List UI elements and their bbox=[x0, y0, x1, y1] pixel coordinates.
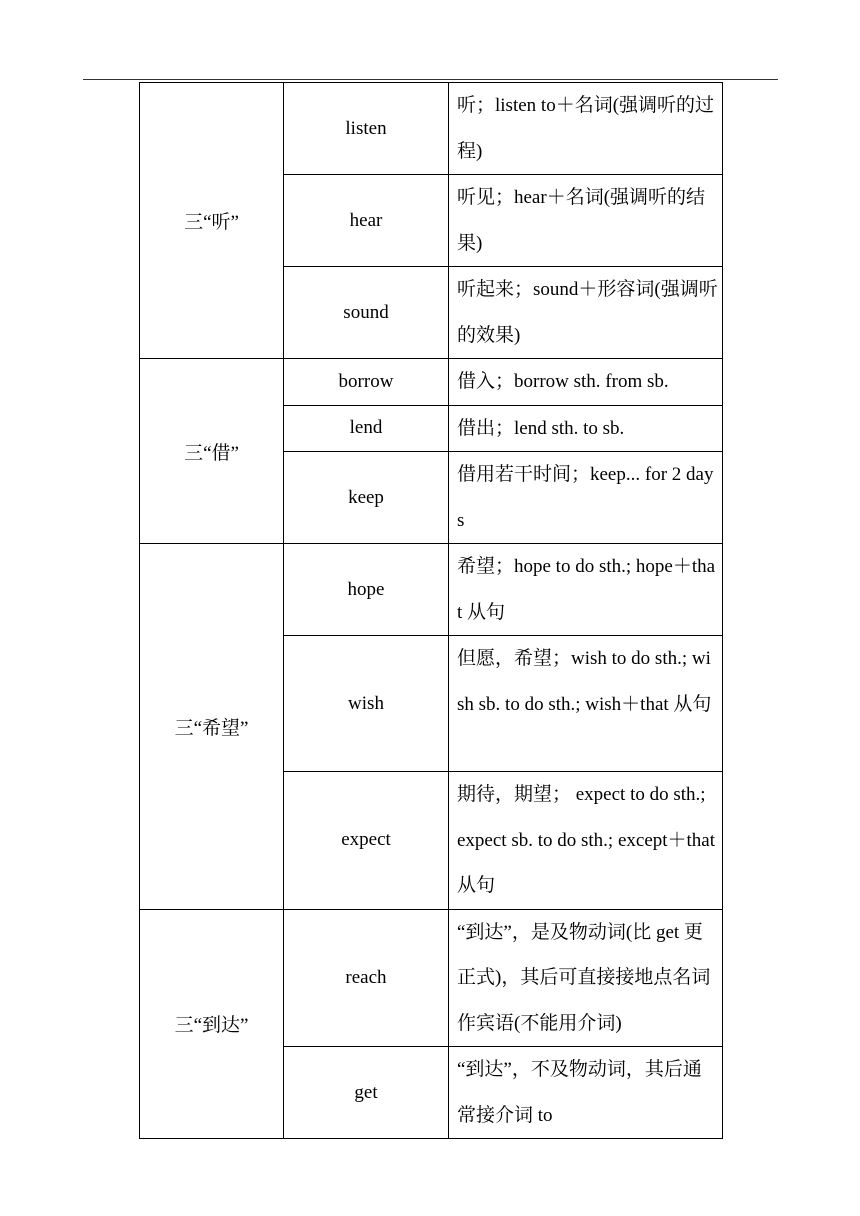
definition-cell: 听起来；sound＋形容词(强调听的效果) bbox=[449, 267, 723, 359]
group-label: 三“到达” bbox=[140, 909, 284, 1139]
definition-cell: 但愿，希望；wish to do sth.; wish sb. to do sth.; wish＋that 从句 bbox=[449, 636, 723, 772]
header-rule bbox=[83, 79, 778, 80]
definition-cell: 听见；hear＋名词(强调听的结果) bbox=[449, 175, 723, 267]
definition-cell: 希望；hope to do sth.; hope＋that 从句 bbox=[449, 544, 723, 636]
group-label: 三“听” bbox=[140, 83, 284, 359]
definition-cell: 借入；borrow sth. from sb. bbox=[449, 359, 723, 406]
definition-cell: 期待，期望； expect to do sth.; expect sb. to do sth.; except＋that 从句 bbox=[449, 772, 723, 910]
vocabulary-table bbox=[139, 82, 723, 1139]
word-cell: reach bbox=[284, 909, 449, 1047]
word-cell: lend bbox=[284, 405, 449, 452]
definition-cell: “到达”，不及物动词，其后通常接介词 to bbox=[449, 1047, 723, 1139]
word-cell: get bbox=[284, 1047, 449, 1139]
word-cell: wish bbox=[284, 636, 449, 772]
definition-cell: “到达”，是及物动词(比 get 更正式)，其后可直接接地点名词作宾语(不能用介词) bbox=[449, 909, 723, 1047]
word-cell: borrow bbox=[284, 359, 449, 406]
group-label: 三“希望” bbox=[140, 544, 284, 910]
definition-cell: 借出；lend sth. to sb. bbox=[449, 405, 723, 452]
word-cell: hear bbox=[284, 175, 449, 267]
word-cell: sound bbox=[284, 267, 449, 359]
word-cell: listen bbox=[284, 83, 449, 175]
definition-cell: 借用若干时间；keep... for 2 days bbox=[449, 452, 723, 544]
definition-cell: 听；listen to＋名词(强调听的过程) bbox=[449, 83, 723, 175]
word-cell: keep bbox=[284, 452, 449, 544]
table-row bbox=[140, 83, 723, 175]
word-cell: expect bbox=[284, 772, 449, 910]
table-row bbox=[140, 359, 723, 406]
group-label: 三“借” bbox=[140, 359, 284, 544]
table-row bbox=[140, 544, 723, 636]
word-cell: hope bbox=[284, 544, 449, 636]
table-row bbox=[140, 909, 723, 1047]
